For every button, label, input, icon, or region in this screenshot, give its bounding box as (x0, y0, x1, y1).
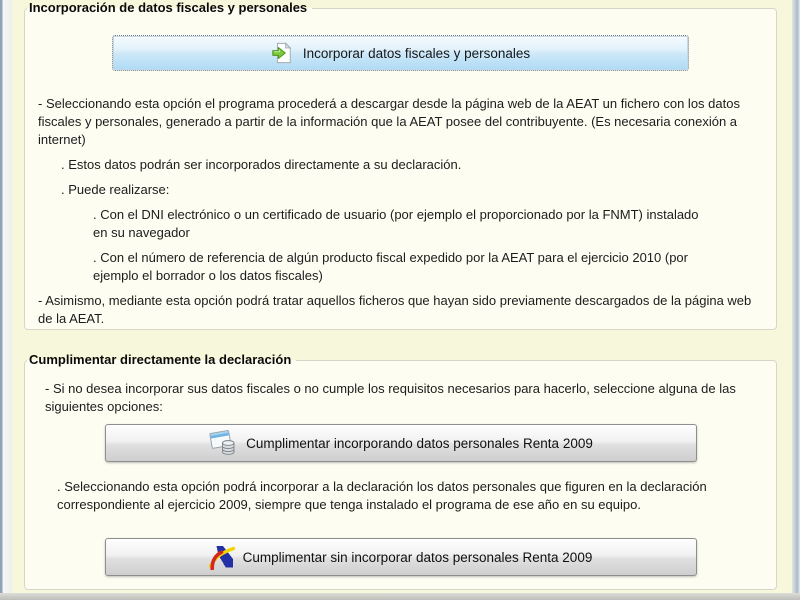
paragraph-dni-certificado: . Con el DNI electrónico o un certificado de usuario (por ejemplo el proporcionado por la FNMT) instalado en su navegador (93, 207, 699, 240)
database-window-icon (208, 429, 238, 457)
cumplimentar-incorporando-button-label: Cumplimentar incorporando datos personales Renta 2009 (246, 435, 593, 451)
cumplimentar-sin-incorporar-button[interactable] (105, 538, 697, 576)
import-document-icon (271, 42, 293, 64)
groupbox-cumplimentar (24, 352, 777, 590)
cumplimentar-incorporando-button[interactable] (105, 424, 697, 462)
window-bottom-border (0, 593, 800, 600)
paragraph-seleccionando-2009: . Seleccionando esta opción podrá incorporar a la declaración los datos personales que figuren en la declaración correspondiente al ejercicio 2009, siempre que tenga instalado el programa de ese año en su equipo. (57, 479, 707, 512)
paragraph-descarga: - Seleccionando esta opción el programa procederá a descargar desde la página web de la AEAT un fichero con los datos fiscales y personales, generado a partir de la información que la AEAT posee del contribuyente. (Es necesaria conexión a internet) (38, 96, 740, 147)
groupbox-incorporacion (24, 0, 777, 330)
paragraph-asimismo: - Asimismo, mediante esta opción podrá tratar aquellos ficheros que hayan sido previamente descargados de la página web de la AEAT. (38, 293, 752, 326)
paragraph-numero-referencia: . Con el número de referencia de algún producto fiscal expedido por la AEAT para el ejercicio 2010 (por ejemplo el borrador o los datos fiscales) (93, 250, 688, 283)
window-right-border (792, 0, 800, 600)
aeat-logo-icon (209, 544, 235, 570)
groupbox-incorporacion-title: Incorporación de datos fiscales y personales (29, 0, 308, 15)
cumplimentar-sin-incorporar-button-label: Cumplimentar sin incorporar datos personales Renta 2009 (242, 549, 593, 565)
paragraph-si-no-desea: - Si no desea incorporar sus datos fiscales o no cumple los requisitos necesarios para hacerlo, seleccione alguna de las siguientes opciones: (45, 381, 736, 414)
window-left-border (0, 0, 12, 600)
paragraph-puede-realizarse: . Puede realizarse: (61, 182, 170, 197)
incorporar-datos-button-label: Incorporar datos fiscales y personales (302, 45, 531, 61)
groupbox-cumplimentar-title: Cumplimentar directamente la declaración (29, 352, 292, 367)
incorporar-datos-button[interactable] (113, 36, 688, 70)
paragraph-incorporados: . Estos datos podrán ser incorporados directamente a su declaración. (61, 157, 462, 172)
